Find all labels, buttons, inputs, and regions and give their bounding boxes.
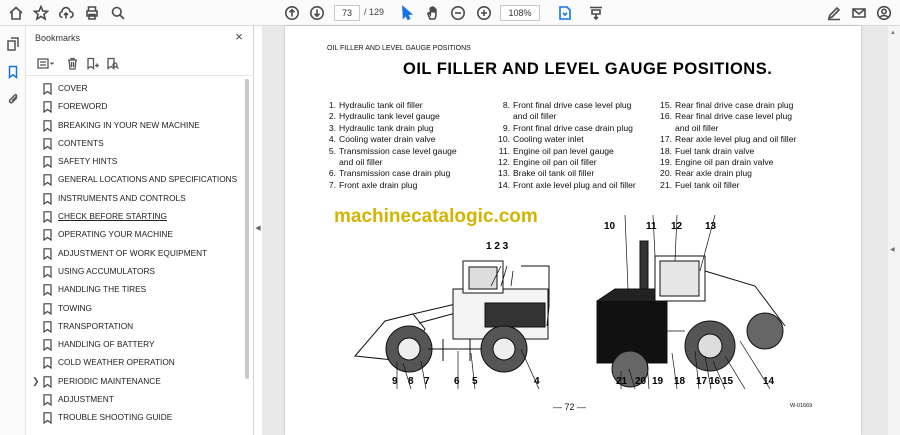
- print-icon[interactable]: [82, 3, 102, 23]
- list-item: 4. Cooling water drain valve: [328, 134, 436, 145]
- callout-label: 7: [424, 376, 430, 387]
- bookmark-item[interactable]: [26, 317, 244, 335]
- bookmark-item[interactable]: [26, 353, 244, 371]
- star-icon[interactable]: [31, 3, 51, 23]
- list-item: 7. Front axle drain plug: [328, 179, 418, 190]
- bookmark-icon: [43, 247, 52, 259]
- bookmark-label: ADJUSTMENT OF WORK EQUIPMENT: [58, 247, 208, 258]
- figure-code: W-01669: [790, 403, 813, 409]
- bookmark-icon: [43, 302, 52, 314]
- top-toolbar: [0, 0, 900, 26]
- pages-icon[interactable]: [4, 35, 22, 53]
- bookmark-item[interactable]: [26, 116, 244, 134]
- list-item: and oil filler: [339, 157, 383, 168]
- bookmark-label: BREAKING IN YOUR NEW MACHINE: [58, 119, 200, 130]
- page-number: — 72 —: [553, 402, 587, 412]
- bookmark-icon: [43, 393, 52, 405]
- navigation-rail: [0, 26, 26, 435]
- panel-title: Bookmarks: [35, 33, 81, 43]
- callout-label: 10: [604, 221, 616, 232]
- watermark-text: machinecatalogic.com: [334, 206, 538, 227]
- bookmark-label: CONTENTS: [58, 137, 104, 148]
- list-item: 1. Hydraulic tank oil filler: [328, 100, 423, 110]
- fit-page-icon[interactable]: [555, 3, 575, 23]
- list-item: 6. Transmission case drain plug: [328, 168, 451, 179]
- page-number-input[interactable]: 73: [334, 5, 360, 21]
- bookmark-item[interactable]: [26, 372, 244, 390]
- bookmark-icon: [43, 228, 52, 240]
- bookmark-tools: [26, 50, 254, 76]
- left-loader-drawing: [355, 261, 549, 389]
- page-title: OIL FILLER AND LEVEL GAUGE POSITIONS.: [403, 60, 773, 78]
- callout-label: 14: [763, 376, 775, 387]
- zoom-dropdown[interactable]: 108%: [500, 5, 540, 21]
- callout-label: 12: [671, 221, 683, 232]
- list-item: 12. Engine oil pan oil filler: [498, 157, 597, 168]
- list-item: 17. Rear axle level plug and oil filler: [660, 134, 797, 145]
- list-item: 16. Rear final drive case level plug: [660, 111, 793, 122]
- callout-label: 17: [696, 376, 708, 387]
- bookmark-label: COVER: [58, 83, 88, 93]
- bookmark-icon: [43, 82, 52, 94]
- legend-column-3: [659, 100, 796, 191]
- bookmark-label: CHECK BEFORE STARTING: [58, 211, 167, 222]
- bookmark-item[interactable]: [26, 299, 244, 317]
- list-item: 15. Rear final drive case drain plug: [660, 100, 794, 110]
- delete-icon[interactable]: [64, 55, 80, 71]
- bookmark-icon: [43, 155, 52, 167]
- chevron-right-icon[interactable]: ❯: [32, 375, 40, 386]
- list-item: 9. Front final drive case drain plug: [502, 122, 633, 133]
- bookmark-list: [26, 79, 244, 427]
- bookmark-item-current[interactable]: [26, 207, 244, 225]
- callout-label: 6: [454, 376, 460, 387]
- bookmark-label: USING ACCUMULATORS: [58, 265, 155, 276]
- right-scroll-gutter[interactable]: [888, 26, 900, 435]
- list-item: 2. Hydraulic tank level gauge: [328, 111, 440, 122]
- bookmark-label: TOWING: [58, 302, 92, 313]
- bookmark-label: GENERAL LOCATIONS AND SPECIFICATIONS: [58, 174, 238, 185]
- right-loader-drawing: [597, 215, 785, 389]
- cursor-icon[interactable]: [397, 3, 417, 23]
- callout-label: 15: [722, 376, 734, 387]
- bookmark-icon: [43, 320, 52, 332]
- bookmark-label: COLD WEATHER OPERATION: [58, 357, 175, 368]
- bookmarks-panel: [26, 26, 254, 435]
- list-item: 19. Engine oil pan drain valve: [660, 157, 774, 168]
- attachment-icon[interactable]: [4, 89, 22, 107]
- legend-column-2: [497, 100, 636, 191]
- sign-icon[interactable]: [824, 3, 844, 23]
- account-icon[interactable]: [874, 3, 894, 23]
- bookmark-item[interactable]: [26, 134, 244, 152]
- list-item: 18. Fuel tank drain valve: [660, 145, 755, 156]
- bookmark-icon: [43, 100, 52, 112]
- options-menu-icon[interactable]: [35, 55, 57, 71]
- bookmark-icon: [43, 338, 52, 350]
- cloud-upload-icon[interactable]: [56, 3, 76, 23]
- bookmark-icon: [43, 356, 52, 368]
- bookmark-icon: [43, 265, 52, 277]
- pdf-page: [285, 26, 861, 435]
- bookmark-item[interactable]: [26, 262, 244, 280]
- wheel-loader-illustration: [285, 211, 861, 391]
- bookmark-item[interactable]: [26, 225, 244, 243]
- bookmark-icon: [43, 210, 52, 222]
- bookmark-icon: [43, 173, 52, 185]
- bookmark-icon: [43, 192, 52, 204]
- close-icon[interactable]: ×: [235, 29, 243, 44]
- list-item: 14. Front axle level plug and oil filler: [498, 179, 636, 190]
- list-item: 3. Hydraulic tank drain plug: [328, 122, 434, 133]
- bookmark-item[interactable]: [26, 97, 244, 115]
- callout-label: 11: [646, 221, 657, 232]
- scroll-mode-icon[interactable]: [586, 3, 606, 23]
- bookmark-icon: [43, 375, 52, 387]
- list-item: and oil filler: [513, 111, 557, 122]
- callout-label: 1 2 3: [486, 241, 509, 252]
- scroll-up-icon[interactable]: ▲: [890, 30, 896, 36]
- bookmark-item[interactable]: [26, 280, 244, 298]
- bookmark-label: FOREWORD: [58, 101, 108, 112]
- bookmark-item[interactable]: [26, 189, 244, 207]
- collapse-panel-icon[interactable]: ◀: [255, 225, 261, 232]
- bookmark-label: ADJUSTMENT: [58, 394, 114, 405]
- bookmark-item[interactable]: [26, 408, 244, 426]
- bookmark-icon[interactable]: [4, 63, 22, 81]
- callout-label: 21: [616, 376, 628, 387]
- callout-label: 18: [674, 376, 686, 387]
- callout-label: 4: [534, 376, 540, 387]
- callout-label: 13: [705, 221, 717, 232]
- callout-label: 19: [652, 376, 664, 387]
- home-icon[interactable]: [6, 3, 26, 23]
- add-bookmark-icon[interactable]: [84, 55, 100, 71]
- callout-label: 8: [408, 376, 414, 387]
- callout-label: 5: [472, 376, 478, 387]
- hand-icon[interactable]: [423, 3, 443, 23]
- zoom-in-icon[interactable]: [474, 3, 494, 23]
- expand-pane-icon[interactable]: ◀: [890, 247, 895, 253]
- list-item: 21. Fuel tank oil filler: [660, 179, 740, 190]
- zoom-out-icon[interactable]: [448, 3, 468, 23]
- page-total: / 129: [364, 7, 385, 17]
- bookmark-item[interactable]: [26, 244, 244, 262]
- bookmark-label: OPERATING YOUR MACHINE: [58, 229, 173, 240]
- page-down-icon[interactable]: [307, 3, 327, 23]
- bookmark-icon: [43, 411, 52, 423]
- search-icon[interactable]: [108, 3, 128, 23]
- list-item: 11. Engine oil pan level gauge: [498, 145, 614, 156]
- bookmark-item[interactable]: [26, 335, 244, 353]
- list-item: 20. Rear axle drain plug: [660, 168, 752, 179]
- bookmark-label: HANDLING THE TIRES: [58, 284, 147, 295]
- bookmark-item[interactable]: [26, 79, 244, 97]
- list-item: and oil filler: [675, 122, 719, 133]
- legend-column-1: [323, 100, 457, 191]
- mail-icon[interactable]: [849, 3, 869, 23]
- panel-scrollbar[interactable]: [245, 79, 249, 379]
- bookmark-label: PERIODIC MAINTENANCE: [58, 375, 161, 386]
- bookmark-label: INSTRUMENTS AND CONTROLS: [58, 192, 186, 203]
- callout-label: 9: [392, 376, 398, 387]
- running-header: OIL FILLER AND LEVEL GAUGE POSITIONS: [327, 45, 471, 52]
- bookmark-label: TRANSPORTATION: [58, 320, 134, 331]
- bookmark-item[interactable]: [26, 170, 244, 188]
- callout-label: 16: [709, 376, 721, 387]
- bookmark-label: TROUBLE SHOOTING GUIDE: [58, 412, 173, 423]
- bookmark-icon: [43, 119, 52, 131]
- list-item: 5. Transmission case level gauge: [328, 145, 457, 156]
- bookmark-label: HANDLING OF BATTERY: [58, 339, 155, 350]
- callout-label: 20: [635, 376, 647, 387]
- list-item: 10. Cooling water inlet: [498, 134, 584, 145]
- list-item: 13. Brake oil tank oil filler: [498, 168, 595, 179]
- bookmark-icon: [43, 283, 52, 295]
- bookmark-item[interactable]: [26, 152, 244, 170]
- page-up-icon[interactable]: [282, 3, 302, 23]
- bookmark-icon: [43, 137, 52, 149]
- find-bookmark-icon[interactable]: [104, 55, 120, 71]
- bookmark-label: SAFETY HINTS: [58, 156, 118, 167]
- bookmark-item[interactable]: [26, 390, 244, 408]
- list-item: 8. Front final drive case level plug: [502, 100, 632, 110]
